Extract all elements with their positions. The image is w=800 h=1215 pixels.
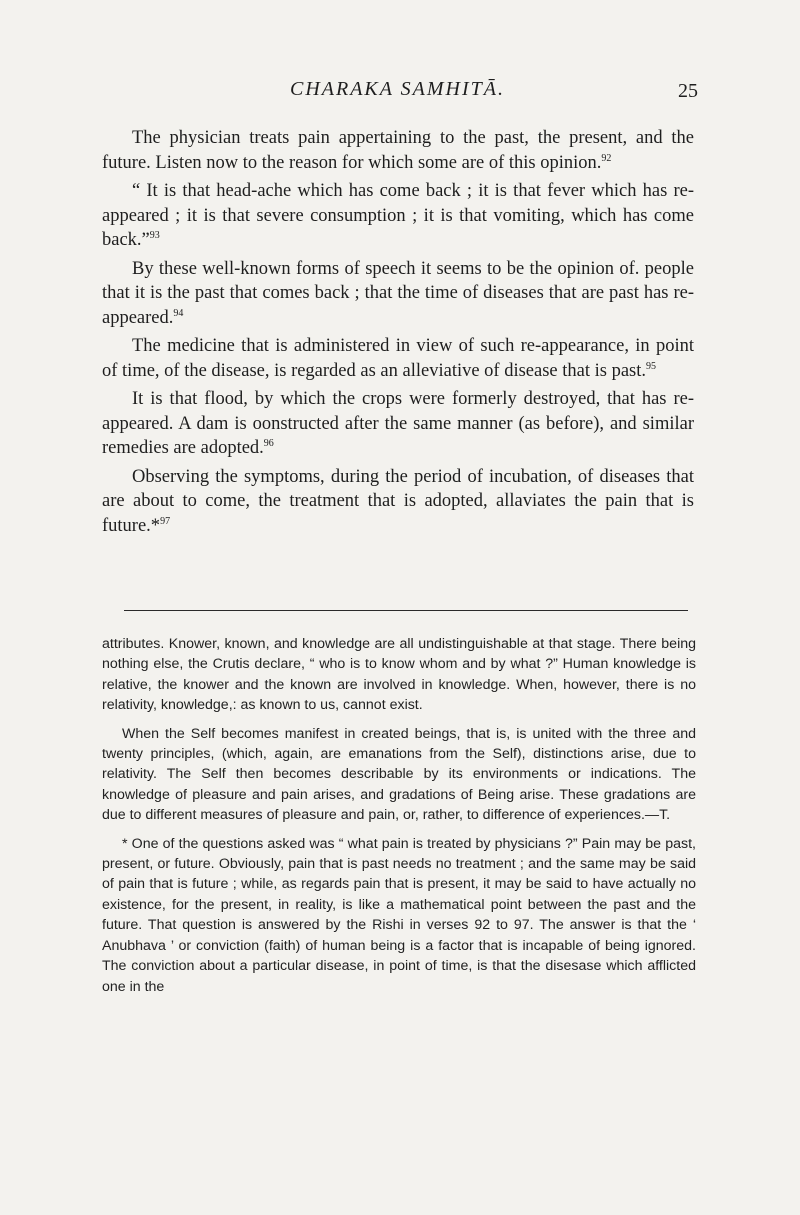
verse-number: 97 [160, 515, 171, 527]
page-number: 25 [678, 80, 698, 102]
paragraph [102, 387, 694, 461]
paragraph-text: Observing the symptoms, during the period of incubation, of diseases that are about to come, the treatment that is adopted, allaviates the pain that is future.* [102, 466, 694, 536]
verse-number: 96 [263, 438, 274, 449]
paragraph-text: “ It is that head-ache which has come back ; it is that fever which has re-appeared ; it is that severe consumption ; it is that vomiting, which has come back.” [102, 181, 694, 250]
running-title: CHARAKA SAMHITĀ. [290, 78, 505, 100]
footnote: * One of the questions asked was “ what pain is treated by physicians ?” Pain may be past, present, or future. Obviously, pain that is past needs no treatment ; and the same may be said of pain that is future ; while, as regards pain that is present, it may be said to have actually no existence, for the present, in reality, is like a mathematical point between the past and the future. That question is answered by the Rishi in verses 92 to 97. The answer is that the ‘ Anubhava ’ or conviction (faith) of human being is a factor that is incapable of being ignored. The conviction about a particular disease, in point of time, is that the disesase which afflicted one in the [102, 835, 696, 995]
footnotes [102, 634, 696, 1005]
paragraph [102, 179, 694, 253]
paragraph [102, 257, 694, 331]
paragraph [102, 465, 694, 539]
footnote-divider [124, 610, 688, 611]
running-head [100, 78, 700, 106]
paragraph [102, 126, 694, 175]
footnote: When the Self becomes manifest in created beings, that is, is united with the three and twenty principles, (which, again, are emanations from the Self), distinctions arise, due to relativity. The Self then becomes describable by its environments or indications. The knowledge of pleasure and pain arises, and gradations of Being arise. These gradations are due to different measures of pleasure and pain, or, rather, to difference of experiences.—T. [102, 725, 696, 824]
paragraph-text: The medicine that is administered in view of such re-appearance, in point of time, of the disease, is regarded as an alleviative of disease that is past. [102, 336, 694, 381]
paragraph-text: It is that flood, by which the crops were formerly destroyed, that has re-appeared. A dam is oonstructed after the same manner (as before), and similar remedies are adopted. [102, 389, 694, 458]
verse-number: 93 [149, 230, 160, 241]
paragraph [102, 334, 694, 383]
main-text [102, 126, 694, 542]
footnote: attributes. Knower, known, and knowledge are all undistinguishable at that stage. There being nothing else, the Crutis declare, “ who is to know whom and by what ?” Human knowledge is relative, the knower and the known are involved in knowledge. When, however, there is no relativity, knowledge,: as known to us, cannot exist. [102, 636, 696, 714]
verse-number: 95 [646, 360, 657, 372]
verse-number: 92 [601, 152, 612, 164]
verse-number: 94 [173, 307, 184, 319]
paragraph-text: The physician treats pain appertaining to the past, the present, and the future. Listen now to the reason for which some are of this opinion. [102, 128, 694, 173]
paragraph-text: By these well-known forms of speech it seems to be the opinion of. people that it is the past that comes back ; that the time of diseases that are past has re-appeared. [102, 258, 694, 328]
